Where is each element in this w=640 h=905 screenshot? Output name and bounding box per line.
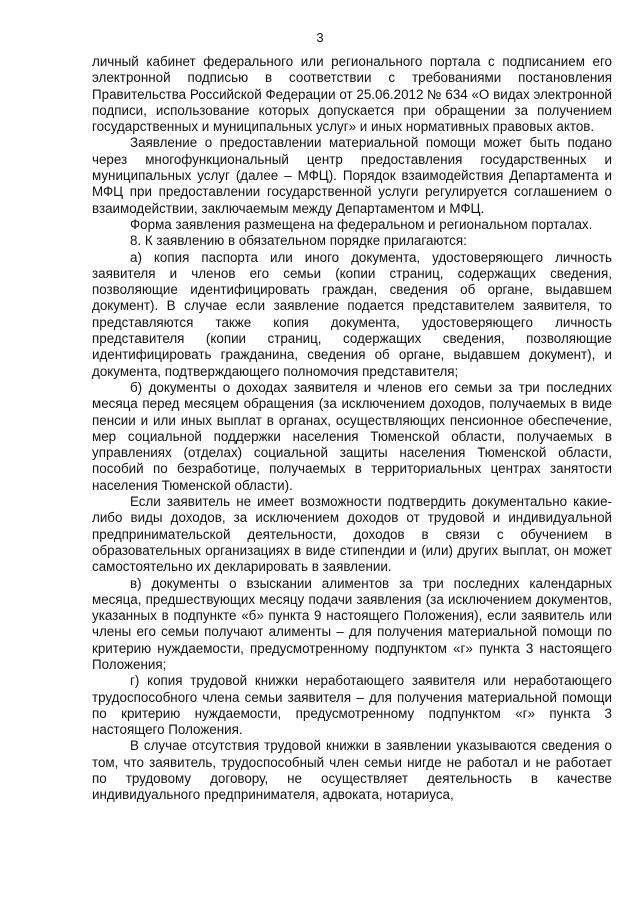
paragraph-item-8: 8. К заявлению в обязательном порядке прилагаются: xyxy=(130,233,467,249)
paragraph-income-declaration: Если заявитель не имеет возможности подтвердить документально какие-либо виды доходов, за исключением доходов от трудовой и индивидуальной предпринимательской деятельности, доходов в связи с обучением в образовательных организациях в виде стипендии и (или) других выплат, он может самостоятельно их декларировать в заявлении. xyxy=(92,494,612,575)
page-number: 3 xyxy=(316,30,324,45)
paragraph-item-8v: в) документы о взыскании алиментов за три последних календарных месяца, предшествующих месяцу подачи заявления (за исключением документов, указанных в подпункте «б» пункта 9 настоящего Положения), если заявитель или члены его семьи получают алименты – для получения материальной помощи по критерию нуждаемости, предусмотренному подпунктом «г» пункта 3 настоящего Положения; xyxy=(92,575,612,672)
paragraph-item-8b: б) документы о доходах заявителя и членов его семьи за три последних месяца перед месяцем обращения (за исключением доходов, получаемых в виде пенсии и или иных выплат в органах, осуществляющих пенсионное обеспечение, мер социальной поддержки населения Тюменской области, получаемых в управлениях (отделах) социальной защиты населения Тюменской области, пособий по безработице, получаемых в территориальных центрах занятости населения Тюменской области). xyxy=(92,379,612,493)
paragraph-form-location: Форма заявления размещена на федеральном и региональном порталах. xyxy=(130,216,593,232)
paragraph-mfc-submission: Заявление о предоставлении материальной помощи может быть подано через многофункциональный центр предоставления государственных и муниципальных услуг (далее – МФЦ). Порядок взаимодействия Департамента и МФЦ при предоставлении государственной услуги регулируется соглашением о взаимодействии, заключаемым между Департаментом и МФЦ. xyxy=(92,135,612,216)
paragraph-continuation: личный кабинет федерального или регионального портала с подписанием его электронной подписью в соответствии с требованиями постановления Правительства Российской Федерации от 25.06.2012 № 634 «О видах электронной подписи, использование которых допускается при обращении за получением государственных и муниципальных услуг» и иных нормативных правовых актов. xyxy=(92,54,612,135)
paragraph-item-8a: а) копия паспорта или иного документа, удостоверяющего личность заявителя и членов его семьи (копии страниц, содержащих сведения, позволяющие идентифицировать граждан, сведения об органе, выдавшем документ). В случае если заявление подается представителем заявителя, то представляются также копия документа, удостоверяющего личность представителя (копии страниц, содержащих сведения, позволяющие идентифицировать гражданина, сведения об органе, выдавшем документ), и документа, подтверждающего полномочия представителя; xyxy=(92,249,612,379)
paragraph-item-8g: г) копия трудовой книжки неработающего заявителя или неработающего трудоспособного члена семьи заявителя – для получения материальной помощи по критерию нуждаемости, предусмотренному подпунктом «г» пункта 3 настоящего Положения. xyxy=(92,673,612,738)
paragraph-no-work-book: В случае отсутствия трудовой книжки в заявлении указываются сведения о том, что заявитель, трудоспособный член семьи нигде не работал и не работает по трудовому договору, не осуществляет деятельность в качестве индивидуального предпринимателя, адвоката, нотариуса, xyxy=(92,738,612,803)
document-body xyxy=(92,54,612,804)
